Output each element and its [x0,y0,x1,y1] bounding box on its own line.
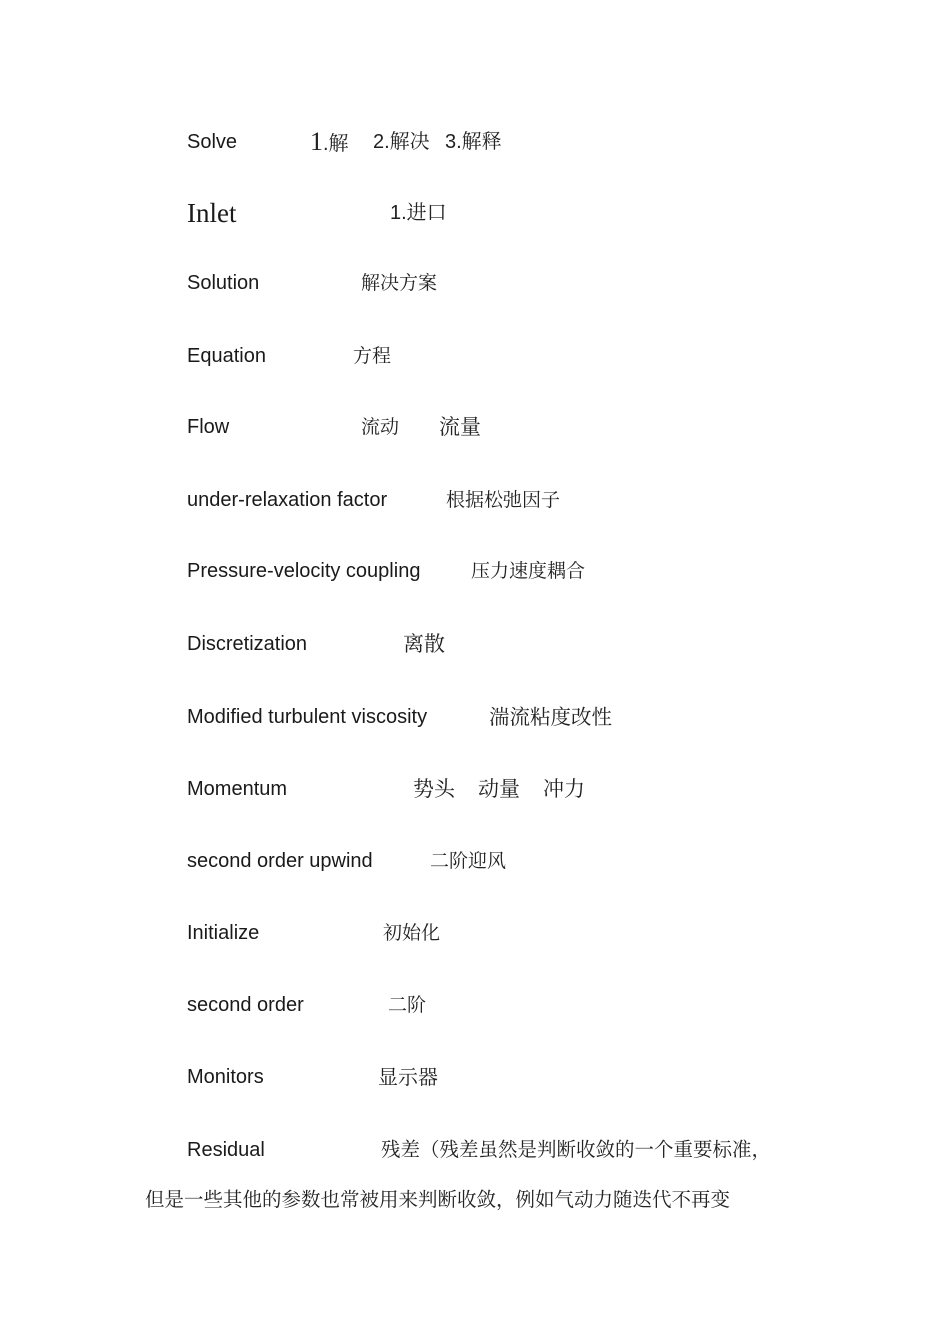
translation-solve-1 [310,122,349,164]
translation-solution: 解决方案 [361,272,438,294]
glossary-row-under-relaxation-factor [0,480,950,520]
glossary-row-discretization [0,624,950,664]
term-residual: Residual [187,1139,265,1161]
translation-inlet: 1.进口 [390,202,447,224]
glossary-row-modified-turbulent-viscosity [0,697,950,737]
translation-solve-1-text: .解 [323,133,349,155]
translation-residual: 残差（残差虽然是判断收敛的一个重要标准， [381,1138,772,1161]
translation-equation: 方程 [353,345,392,367]
glossary-row-second-order [0,985,950,1025]
residual-paragraph-continuation: 但是一些其他的参数也常被用来判断收敛，例如气动力随迭代不再变 [145,1188,731,1211]
glossary-row-solution [0,263,950,303]
glossary-row-flow [0,407,950,447]
term-momentum: Momentum [187,778,288,800]
term-modified-turbulent-viscosity: Modified turbulent viscosity [187,706,428,728]
term-solution: Solution [187,272,260,294]
term-equation: Equation [187,345,266,367]
translation-pressure-velocity-coupling: 压力速度耦合 [471,560,586,582]
translation-discretization: 离散 [403,632,445,656]
glossary-row-pressure-velocity-coupling [0,551,950,591]
translation-second-order-upwind: 二阶迎风 [430,850,507,872]
term-inlet: Inlet [187,198,237,228]
term-second-order: second order [187,994,304,1016]
term-pressure-velocity-coupling: Pressure-velocity coupling [187,560,421,582]
glossary-row-inlet [0,193,950,233]
glossary-row-residual [0,1130,950,1170]
glossary-row-initialize [0,913,950,953]
glossary-row-momentum [0,769,950,809]
term-monitors: Monitors [187,1066,264,1088]
translation-modified-turbulent-viscosity: 湍流粘度改性 [489,705,612,729]
glossary-row-equation [0,336,950,376]
translation-second-order: 二阶 [388,994,427,1016]
translation-solve-3: 3.解释 [445,131,502,153]
glossary-row-second-order-upwind [0,841,950,881]
translation-solve-2: 2.解决 [373,131,430,153]
translation-monitors: 显示器 [378,1065,438,1089]
translation-solve-1-number: 1 [310,127,323,156]
translation-momentum-2: 动量 [478,777,520,801]
translation-under-relaxation-factor: 根据松弛因子 [446,489,561,511]
term-initialize: Initialize [187,922,260,944]
translation-momentum-1: 势头 [413,777,455,801]
term-flow: Flow [187,416,230,438]
translation-momentum-3: 冲力 [543,777,585,801]
translation-initialize: 初始化 [383,922,441,944]
translation-flow-2: 流量 [439,415,481,439]
term-discretization: Discretization [187,633,308,655]
term-under-relaxation-factor: under-relaxation factor [187,489,388,511]
translation-flow-1: 流动 [361,416,400,438]
term-solve: Solve [187,131,238,153]
term-second-order-upwind: second order upwind [187,850,373,872]
glossary-row-solve [0,122,950,162]
glossary-row-monitors [0,1057,950,1097]
